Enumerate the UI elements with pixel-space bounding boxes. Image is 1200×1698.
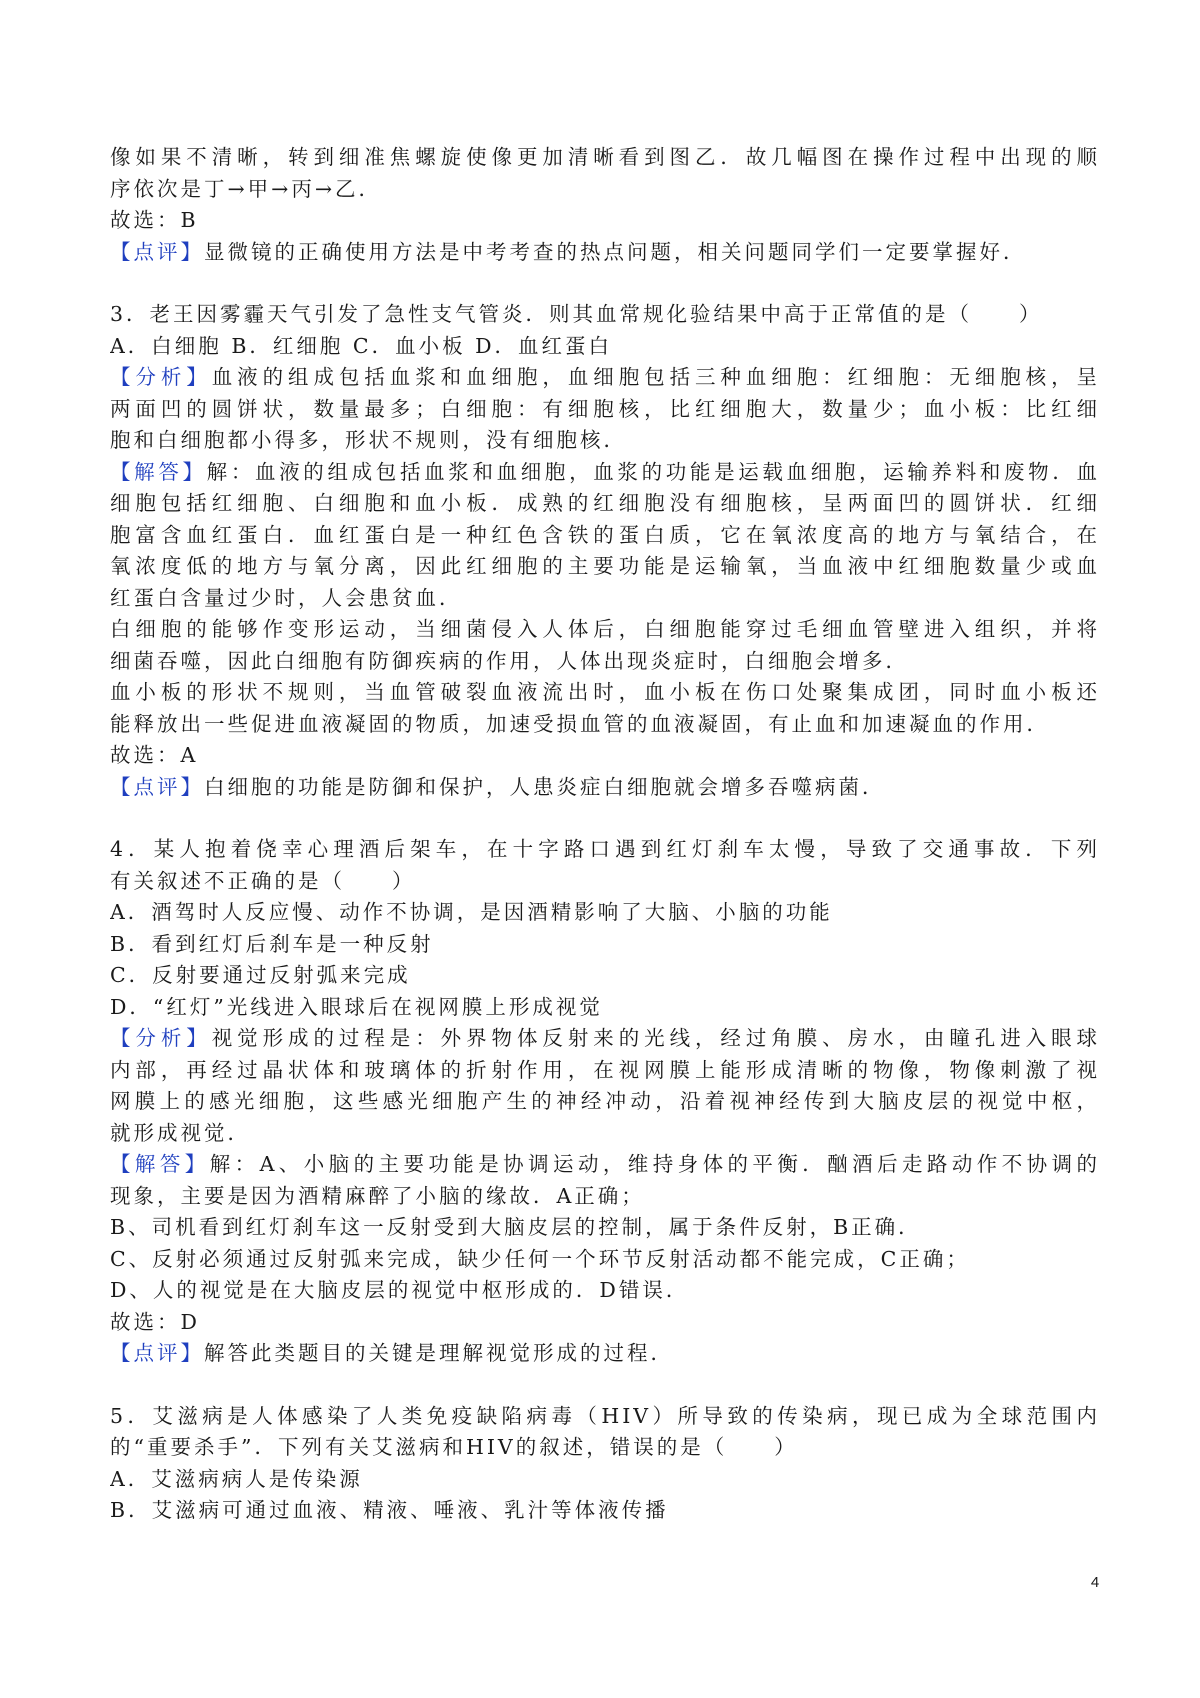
question-5-option: B．艾滋病可通过血液、精液、唾液、乳汁等体液传播 <box>110 1498 669 1522</box>
question-4-option: A．酒驾时人反应慢、动作不协调，是因酒精影响了大脑、小脑的功能 <box>110 900 833 924</box>
answer-choice-line: 故选：D <box>110 1309 200 1334</box>
text-line: 白细胞的能够作变形运动，当细菌侵入人体后，白细胞能穿过毛细血管壁进入组织，并将 <box>110 617 1100 641</box>
question-3-answer: 【解答】解：血液的组成包括血浆和血细胞，血浆的功能是运载血细胞，运输养料和废物．血 <box>110 459 1100 484</box>
answer-choice-line: 故选：B <box>110 208 199 232</box>
question-4-analysis: 【分析】视觉形成的过程是：外界物体反射来的光线，经过角膜、房水，由瞳孔进入眼球 <box>110 1026 1100 1050</box>
question-4-stem: 有关叙述不正确的是（ ） <box>110 868 416 893</box>
review-line <box>110 237 1100 269</box>
question-4-option: B．看到红灯后刹车是一种反射 <box>110 931 434 956</box>
text-line: 序依次是丁→甲→丙→乙． <box>110 176 383 201</box>
text-line: 细菌吞噬，因此白细胞有防御疾病的作用，人体出现炎症时，白细胞会增多． <box>110 648 909 673</box>
question-5-option: A．艾滋病病人是传染源 <box>110 1466 363 1491</box>
text-line: 能释放出一些促进血液凝固的物质，加速受损血管的血液凝固，有止血和加速凝血的作用． <box>110 711 1050 736</box>
question-3-stem: 3．老王因雾霾天气引发了急性支气管炎．则其血常规化验结果中高于正常值的是（ ） <box>110 302 1043 326</box>
review-text: 显微镜的正确使用方法是中考考查的热点问题，相关问题同学们一定要掌握好． <box>204 239 1027 264</box>
question-3-analysis: 【分析】血液的组成包括血浆和血细胞，血细胞包括三种血细胞：红细胞：无细胞核，呈 <box>110 365 1100 389</box>
text-line: 内部，再经过晶状体和玻璃体的折射作用，在视网膜上能形成清晰的物像，物像刺激了视 <box>110 1057 1100 1082</box>
question-5-stem: 的“重要杀手”．下列有关艾滋病和HIV的叙述，错误的是（ ） <box>110 1435 798 1459</box>
answer-tag: 【解答】 <box>110 459 207 484</box>
review-tag: 【点评】 <box>110 239 204 264</box>
question-4-answer: 【解答】解：A、小脑的主要功能是协调运动，维持身体的平衡．酗酒后走路动作不协调的 <box>110 1152 1100 1176</box>
text-line: 网膜上的感光细胞，这些感光细胞产生的神经冲动，沿着视神经传到大脑皮层的视觉中枢， <box>110 1089 1100 1113</box>
question-4-stem: 4．某人抱着侥幸心理酒后架车，在十字路口遇到红灯刹车太慢，导致了交通事故．下列 <box>110 837 1100 861</box>
text-line: 胞和白细胞都小得多，形状不规则，没有细胞核． <box>110 428 627 452</box>
text-line: 胞富含血红蛋白．血红蛋白是一种红色含铁的蛋白质，它在氧浓度高的地方与氧结合，在 <box>110 522 1100 547</box>
analysis-tag: 【分析】 <box>110 1026 212 1050</box>
review-text: 白细胞的功能是防御和保护，人患炎症白细胞就会增多吞噬病菌． <box>204 774 886 799</box>
text-line: 像如果不清晰，转到细准焦螺旋使像更加清晰看到图乙．故几幅图在操作过程中出现的顺 <box>110 145 1100 169</box>
text-line: 细胞包括红细胞、白细胞和血小板．成熟的红细胞没有细胞核，呈两面凹的圆饼状．红细 <box>110 491 1100 515</box>
review-tag: 【点评】 <box>110 1341 204 1365</box>
page-content <box>110 142 1100 1527</box>
text-line: D、人的视觉是在大脑皮层的视觉中枢形成的．D错误． <box>110 1278 690 1302</box>
text-line: 血小板的形状不规则，当血管破裂血液流出时，血小板在伤口处聚集成团，同时血小板还 <box>110 680 1100 704</box>
text-line: C、反射必须通过反射弧来完成，缺少任何一个环节反射活动都不能完成，C正确； <box>110 1246 970 1271</box>
review-line <box>110 1338 1100 1370</box>
question-5-stem: 5．艾滋病是人体感染了人类免疫缺陷病毒（HIV）所导致的传染病，现已成为全球范围内 <box>110 1403 1100 1428</box>
answer-tag: 【解答】 <box>110 1152 210 1176</box>
review-tag: 【点评】 <box>110 774 204 799</box>
analysis-tag: 【分析】 <box>110 365 212 389</box>
question-4-option: C．反射要通过反射弧来完成 <box>110 963 411 987</box>
text-line: 现象，主要是因为酒精麻醉了小脑的缘故．A正确； <box>110 1183 645 1208</box>
answer-choice-line: 故选：A <box>110 743 199 767</box>
text-line: 两面凹的圆饼状，数量最多；白细胞：有细胞核，比红细胞大，数量少；血小板：比红细 <box>110 396 1100 421</box>
page-number: 4 <box>1090 1574 1100 1591</box>
question-4-option: D．“红灯”光线进入眼球后在视网膜上形成视觉 <box>110 994 603 1019</box>
text-line: 红蛋白含量过少时，人会患贫血． <box>110 585 463 610</box>
text-line: 氧浓度低的地方与氧分离，因此红细胞的主要功能是运输氧，当血液中红细胞数量少或血 <box>110 554 1100 578</box>
review-line <box>110 772 1100 804</box>
text-line: B、司机看到红灯刹车这一反射受到大脑皮层的控制，属于条件反射，B正确． <box>110 1215 922 1239</box>
text-line: 就形成视觉． <box>110 1120 251 1145</box>
question-3-options: A．白细胞 B．红细胞 C．血小板 D．血红蛋白 <box>110 333 613 358</box>
review-text: 解答此类题目的关键是理解视觉形成的过程． <box>204 1341 674 1365</box>
